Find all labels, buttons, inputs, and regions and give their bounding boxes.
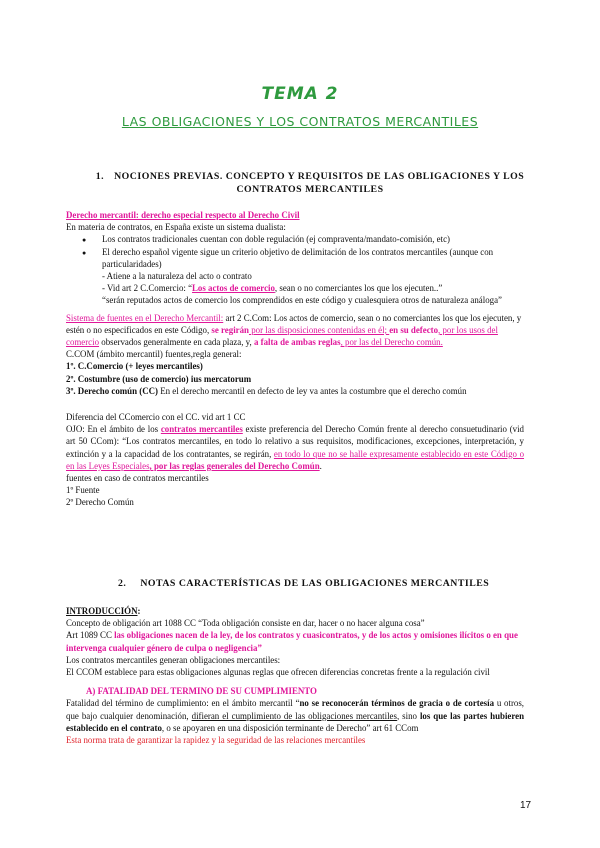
sistema-fuentes-label: Sistema de fuentes en el Derecho Mercantil: <box>66 312 224 323</box>
section1-number: 1. <box>95 171 105 182</box>
page-title: TEMA 2 <box>261 84 339 104</box>
section2-title: NOTAS CARACTERÍSTICAS DE LAS OBLIGACIONES MERCANTILES <box>140 578 490 589</box>
fuente-item: 1º. C.Comercio (+ leyes mercantiles) <box>66 361 203 372</box>
section2-body <box>66 605 524 746</box>
generan-line: Los contratos mercantiles generan obligaciones mercantiles: <box>66 654 281 665</box>
intro-heading: INTRODUCCIÓN: <box>66 606 141 616</box>
fuente-item: 3º. Derecho común (CC) En el derecho mercantil en defecto de ley va antes la costumbre que el derecho común <box>66 385 467 396</box>
ccom-reglas-paragraph: El CCOM establece para estas obligaciones algunas reglas que ofrecen diferencias concretas frente a la regulación civil <box>66 667 490 678</box>
bullet-list <box>66 233 524 306</box>
dash-item: - Vid art 2 C.Comercio: “Los actos de comercio, sean o no comerciantes los que los ejecuten..” <box>102 283 443 294</box>
actos-comercio-highlight: Los actos de comercio <box>192 283 275 294</box>
derecho-mercantil-heading: Derecho mercantil: derecho especial respecto al Derecho Civil <box>66 210 300 220</box>
page-subtitle: LAS OBLIGACIONES Y LOS CONTRATOS MERCANTILES <box>121 114 479 129</box>
ojo-paragraph: OJO: En el ámbito de los contratos mercantiles existe preferencia del Derecho Común frente al derecho consuetudinario (vid art 50 CCom): “Los contratos mercantiles, en todo lo relativo a sus requisitos, modificaciones, excepciones, interpretación, y extinción y a la capacidad de los contratantes, se regirán, en todo lo que no se halle expresamente establecido en este Código o en las Leyes Especiales, por las reglas generales del Derecho Común. <box>66 424 525 471</box>
fuente-item: 2º. Costumbre (uso de comercio) ius mercatorum <box>66 373 252 384</box>
bullet-text: ● El derecho español vigente sigue un criterio objetivo de delimitación de los contratos mercantiles (aunque con particularidades) <box>102 246 494 269</box>
diferencia-line: Diferencia del CComercio con el CC. vid art 1 CC <box>66 412 246 423</box>
subsection-a-heading: A) FATALIDAD DEL TERMINO DE SU CUMPLIMIENTO <box>86 686 317 697</box>
bullet-item: ● Los contratos tradicionales cuentan con doble regulación (ej compraventa/mandato-comisión, etc) <box>102 233 524 245</box>
bullet-item <box>102 246 524 307</box>
concepto-line: Concepto de obligación art 1088 CC “Toda obligación consiste en dar, hacer o no hacer alguna cosa” <box>66 618 425 629</box>
section1-heading <box>90 170 530 196</box>
fatalidad-paragraph: Fatalidad del término de cumplimiento: en el ámbito mercantil “no se reconocerán términos de gracia o de cortesía u otros, que bajo cualquier denominación, difieran el cumplimiento de las obligaciones mercantiles, sino los que las partes hubieren establecido en el contrato, o se apoyaren en una disposición terminante de Derecho” art 61 CCom <box>66 698 525 733</box>
art1089-paragraph: Art 1089 CC las obligaciones nacen de la ley, de los contratos y cuasicontratos, y de los actos y omisiones ilícitos o en que intervenga cualquier género de culpa o negligencia” <box>66 630 518 653</box>
dash-item: - Atiene a la naturaleza del acto o contrato <box>102 271 252 282</box>
fuentes-caso-line: fuentes en caso de contratos mercantiles <box>66 473 209 484</box>
section1-heading-line2: CONTRATOS MERCANTILES <box>236 184 384 195</box>
section2-number: 2. <box>118 578 127 589</box>
page-number: 17 <box>520 800 532 811</box>
section1-body <box>66 209 524 509</box>
sistema-fuentes-paragraph: Sistema de fuentes en el Derecho Mercantil: art 2 C.Com: Los actos de comercio, sean o no comerciantes los que los ejecuten, y estén o no especificados en este Código, se regirán por las disposiciones contenidas en él; en su defecto, por los usos del comercio observados generalmente en cada plaza, y, a falta de ambas reglas, por las del Derecho común. <box>66 312 522 348</box>
sistema-dualista-line: En materia de contratos, en España existe un sistema dualista: <box>66 222 286 233</box>
fuente-caso-item: 1º Fuente <box>66 485 100 496</box>
section1-heading-line1: NOCIONES PREVIAS. CONCEPTO Y REQUISITOS DE LAS OBLIGACIONES Y LOS <box>114 171 525 182</box>
ccom-fuentes-line: C.COM (ámbito mercantil) fuentes,regla general: <box>66 349 242 360</box>
section2-heading <box>118 578 489 589</box>
dash-item: “serán reputados actos de comercio los comprendidos en este código y cualesquiera otros de naturaleza análoga” <box>102 295 502 306</box>
fuente-caso-item: 2º Derecho Común <box>66 497 134 508</box>
rapidez-line: Esta norma trata de garantizar la rapidez y la seguridad de las relaciones mercantiles <box>66 735 366 746</box>
